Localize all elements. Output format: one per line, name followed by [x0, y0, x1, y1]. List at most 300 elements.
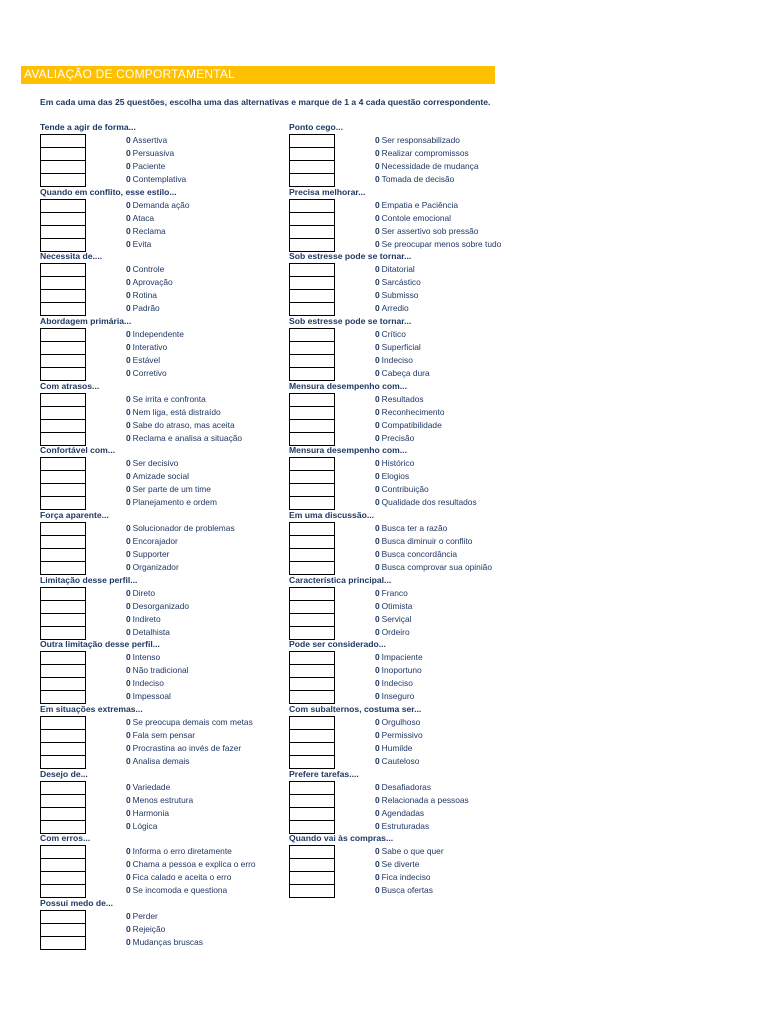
- answer-input-box[interactable]: [289, 523, 335, 536]
- option-label: Assertiva: [132, 135, 168, 145]
- option-label: Contribuição: [381, 484, 429, 495]
- answer-input-box[interactable]: [40, 911, 86, 924]
- option-label: Submisso: [381, 290, 419, 301]
- option-label: Ataca: [132, 212, 155, 223]
- answer-box-group: [40, 457, 86, 510]
- option-list: [375, 651, 423, 703]
- answer-input-box[interactable]: [40, 821, 86, 834]
- answer-input-box[interactable]: [289, 368, 335, 381]
- answer-input-box[interactable]: [40, 562, 86, 575]
- answer-input-box[interactable]: [289, 174, 335, 187]
- option-row: [126, 432, 242, 445]
- option-row: [375, 160, 479, 173]
- option-score: 0: [126, 212, 131, 223]
- option-row: [375, 794, 469, 807]
- option-label: Ser responsabilizado: [381, 135, 460, 145]
- answer-input-box[interactable]: [289, 394, 335, 407]
- answer-input-box[interactable]: [40, 303, 86, 316]
- option-score: 0: [375, 691, 380, 702]
- option-score: 0: [375, 846, 380, 857]
- option-score: 0: [375, 781, 380, 792]
- answer-box-group: [289, 263, 335, 316]
- answer-input-box[interactable]: [289, 264, 335, 277]
- option-score: 0: [375, 199, 380, 210]
- option-label: Nem liga, está distraído: [132, 406, 221, 417]
- answer-input-box[interactable]: [40, 342, 86, 355]
- question-title: Mensura desempenho com...: [289, 445, 407, 456]
- answer-input-box[interactable]: [40, 200, 86, 213]
- option-label: Perder: [132, 910, 158, 921]
- option-label: Ser decisivo: [132, 458, 179, 469]
- answer-input-box[interactable]: [40, 652, 86, 665]
- option-row: [126, 820, 193, 833]
- answer-input-box[interactable]: [289, 614, 335, 627]
- answer-input-box[interactable]: [289, 730, 335, 743]
- option-label: Cauteloso: [381, 755, 420, 766]
- answer-input-box[interactable]: [289, 420, 335, 433]
- answer-box-group: [40, 134, 86, 187]
- option-row: [126, 483, 217, 496]
- option-label: Detalhista: [132, 626, 170, 637]
- option-score: 0: [126, 290, 131, 301]
- answer-box-group: [289, 587, 335, 640]
- answer-input-box[interactable]: [40, 174, 86, 187]
- answer-input-box[interactable]: [289, 756, 335, 769]
- answer-box-group: [289, 328, 335, 381]
- question-title: Mensura desempenho com...: [289, 380, 407, 391]
- answer-input-box[interactable]: [289, 678, 335, 691]
- option-label: Indireto: [132, 613, 161, 624]
- answer-input-box[interactable]: [289, 846, 335, 859]
- answer-input-box[interactable]: [40, 549, 86, 562]
- page-title: AVALIAÇÃO DE COMPORTAMENTAL: [24, 67, 235, 81]
- question-block: [289, 704, 529, 769]
- option-score: 0: [375, 458, 380, 469]
- question-block: [40, 769, 280, 834]
- answer-input-box[interactable]: [40, 329, 86, 342]
- option-row: [375, 871, 444, 884]
- option-score: 0: [126, 742, 131, 753]
- answer-input-box[interactable]: [289, 277, 335, 290]
- option-row: [375, 664, 423, 677]
- answer-input-box[interactable]: [289, 652, 335, 665]
- question-block: [289, 639, 529, 704]
- answer-input-box[interactable]: [40, 458, 86, 471]
- option-label: Busca concordância: [381, 548, 458, 559]
- option-label: Amizade social: [132, 471, 189, 482]
- option-row: [126, 147, 186, 160]
- option-row: [375, 755, 423, 768]
- answer-input-box[interactable]: [40, 846, 86, 859]
- answer-input-box[interactable]: [40, 924, 86, 937]
- question-title: Possui medo de...: [40, 897, 114, 908]
- answer-input-box[interactable]: [289, 239, 335, 252]
- option-score: 0: [375, 665, 380, 676]
- answer-input-box[interactable]: [40, 135, 86, 148]
- option-row: [126, 626, 189, 639]
- option-row: [126, 393, 242, 406]
- option-row: [375, 587, 412, 600]
- option-label: Empatia e Paciência: [381, 199, 459, 210]
- option-score: 0: [126, 729, 131, 740]
- option-row: [375, 173, 479, 186]
- option-score: 0: [126, 238, 131, 249]
- option-row: [375, 302, 421, 315]
- answer-input-box[interactable]: [289, 407, 335, 420]
- option-label: Fica calado e aceita o erro: [132, 872, 232, 883]
- option-label: Estável: [132, 354, 161, 365]
- answer-input-box[interactable]: [289, 743, 335, 756]
- option-row: [126, 910, 203, 923]
- option-list: [375, 263, 421, 315]
- option-row: [375, 690, 423, 703]
- option-score: 0: [126, 341, 131, 352]
- left-question-column: [40, 122, 280, 963]
- answer-input-box[interactable]: [40, 213, 86, 226]
- answer-input-box[interactable]: [40, 226, 86, 239]
- answer-input-box[interactable]: [289, 226, 335, 239]
- option-row: [126, 535, 235, 548]
- option-label: Controle: [132, 264, 165, 275]
- answer-input-box[interactable]: [289, 200, 335, 213]
- option-label: Evita: [132, 238, 152, 249]
- option-score: 0: [126, 484, 131, 495]
- option-label: Desafiadoras: [381, 781, 432, 792]
- option-score: 0: [126, 885, 131, 896]
- answer-input-box[interactable]: [40, 148, 86, 161]
- answer-input-box[interactable]: [40, 614, 86, 627]
- question-block: [289, 510, 529, 575]
- option-row: [375, 496, 477, 509]
- question-title: Com subalternos, costuma ser...: [289, 703, 422, 714]
- option-row: [126, 160, 186, 173]
- answer-input-box[interactable]: [40, 937, 86, 950]
- question-block: [40, 316, 280, 381]
- answer-input-box[interactable]: [40, 717, 86, 730]
- answer-input-box[interactable]: [40, 264, 86, 277]
- answer-input-box[interactable]: [289, 329, 335, 342]
- option-score: 0: [126, 859, 131, 870]
- option-label: Rejeição: [132, 923, 166, 934]
- answer-input-box[interactable]: [40, 239, 86, 252]
- option-label: Se diverte: [381, 859, 420, 870]
- answer-input-box[interactable]: [289, 691, 335, 704]
- answer-input-box[interactable]: [289, 497, 335, 510]
- option-label: Ser assertivo sob pressão: [381, 225, 479, 236]
- answer-input-box[interactable]: [289, 471, 335, 484]
- answer-input-box[interactable]: [289, 782, 335, 795]
- question-title: Prefere tarefas....: [289, 768, 359, 779]
- option-list: [126, 716, 253, 768]
- option-label: Resultados: [381, 393, 424, 404]
- option-row: [126, 587, 189, 600]
- option-list: [126, 199, 189, 251]
- answer-input-box[interactable]: [40, 523, 86, 536]
- option-label: Agendadas: [381, 807, 425, 818]
- answer-input-box[interactable]: [40, 665, 86, 678]
- answer-input-box[interactable]: [40, 795, 86, 808]
- answer-input-box[interactable]: [40, 497, 86, 510]
- option-label: Reclama: [132, 225, 166, 236]
- option-score: 0: [375, 626, 380, 637]
- option-row: [375, 716, 423, 729]
- option-row: [375, 238, 501, 251]
- option-row: [375, 419, 445, 432]
- option-label: Se preocupar menos sobre tudo: [381, 238, 502, 249]
- option-label: Ordeiro: [381, 626, 410, 637]
- option-label: Informa o erro diretamente: [132, 846, 232, 857]
- answer-input-box[interactable]: [40, 290, 86, 303]
- option-row: [126, 238, 189, 251]
- option-score: 0: [375, 535, 380, 546]
- answer-box-group: [40, 522, 86, 575]
- option-row: [126, 341, 184, 354]
- answer-box-group: [40, 845, 86, 898]
- answer-input-box[interactable]: [40, 277, 86, 290]
- question-block: [40, 704, 280, 769]
- answer-input-box[interactable]: [289, 859, 335, 872]
- option-label: Interativo: [132, 341, 168, 352]
- answer-box-group: [40, 716, 86, 769]
- option-list: [126, 134, 186, 186]
- option-label: Padrão: [132, 303, 160, 314]
- answer-input-box[interactable]: [289, 601, 335, 614]
- option-score: 0: [126, 716, 131, 727]
- answer-box-group: [289, 457, 335, 510]
- option-score: 0: [126, 910, 131, 921]
- option-row: [126, 173, 186, 186]
- answer-input-box[interactable]: [40, 756, 86, 769]
- answer-input-box[interactable]: [289, 549, 335, 562]
- answer-input-box[interactable]: [289, 808, 335, 821]
- answer-input-box[interactable]: [289, 821, 335, 834]
- option-row: [375, 613, 412, 626]
- question-title: Necessita de....: [40, 251, 103, 262]
- answer-input-box[interactable]: [40, 885, 86, 898]
- answer-input-box[interactable]: [289, 665, 335, 678]
- option-row: [126, 134, 186, 147]
- answer-input-box[interactable]: [40, 433, 86, 446]
- question-title: Tende a agir de forma...: [40, 122, 136, 132]
- option-score: 0: [375, 742, 380, 753]
- answer-input-box[interactable]: [289, 303, 335, 316]
- option-row: [375, 548, 492, 561]
- option-score: 0: [126, 936, 131, 947]
- option-score: 0: [375, 678, 380, 689]
- option-score: 0: [126, 613, 131, 624]
- option-score: 0: [375, 419, 380, 430]
- option-score: 0: [375, 471, 380, 482]
- option-row: [126, 936, 203, 949]
- answer-input-box[interactable]: [289, 290, 335, 303]
- option-row: [126, 755, 253, 768]
- option-row: [126, 613, 189, 626]
- answer-input-box[interactable]: [289, 161, 335, 174]
- option-score: 0: [375, 174, 380, 184]
- answer-input-box[interactable]: [289, 355, 335, 368]
- question-block: [289, 769, 529, 834]
- option-label: Crítico: [381, 328, 406, 339]
- answer-input-box[interactable]: [40, 407, 86, 420]
- option-score: 0: [375, 264, 380, 275]
- answer-box-group: [289, 781, 335, 834]
- option-score: 0: [375, 716, 380, 727]
- option-row: [375, 289, 421, 302]
- option-score: 0: [126, 600, 131, 611]
- answer-input-box[interactable]: [40, 394, 86, 407]
- option-row: [126, 677, 189, 690]
- option-label: Necessidade de mudança: [381, 161, 479, 171]
- answer-input-box[interactable]: [40, 743, 86, 756]
- answer-input-box[interactable]: [40, 678, 86, 691]
- option-label: Menos estrutura: [132, 794, 194, 805]
- option-row: [375, 858, 444, 871]
- option-score: 0: [126, 303, 131, 314]
- option-score: 0: [375, 729, 380, 740]
- answer-input-box[interactable]: [289, 213, 335, 226]
- question-title: Limitação desse perfil...: [40, 574, 138, 585]
- option-label: Impessoal: [132, 691, 171, 702]
- option-row: [126, 600, 189, 613]
- option-label: Humilde: [381, 742, 413, 753]
- answer-input-box[interactable]: [289, 562, 335, 575]
- answer-input-box[interactable]: [40, 484, 86, 497]
- answer-input-box[interactable]: [289, 148, 335, 161]
- answer-input-box[interactable]: [40, 730, 86, 743]
- option-row: [126, 781, 193, 794]
- answer-box-group: [40, 328, 86, 381]
- option-row: [375, 134, 479, 147]
- option-score: 0: [375, 522, 380, 533]
- answer-input-box[interactable]: [40, 471, 86, 484]
- option-row: [126, 419, 242, 432]
- option-label: Otimista: [381, 600, 413, 611]
- option-row: [375, 561, 492, 574]
- option-score: 0: [375, 807, 380, 818]
- answer-input-box[interactable]: [40, 588, 86, 601]
- option-score: 0: [375, 859, 380, 870]
- answer-input-box[interactable]: [40, 601, 86, 614]
- answer-input-box[interactable]: [40, 808, 86, 821]
- option-label: Intenso: [132, 652, 161, 663]
- option-score: 0: [126, 419, 131, 430]
- answer-input-box[interactable]: [40, 420, 86, 433]
- answer-input-box[interactable]: [40, 161, 86, 174]
- option-label: Arredio: [381, 303, 409, 314]
- option-score: 0: [375, 561, 380, 572]
- option-label: Permissivo: [381, 729, 423, 740]
- answer-box-group: [289, 716, 335, 769]
- answer-input-box[interactable]: [289, 536, 335, 549]
- option-score: 0: [126, 367, 131, 378]
- option-label: Histórico: [381, 458, 415, 469]
- option-row: [126, 548, 235, 561]
- answer-input-box[interactable]: [289, 458, 335, 471]
- option-score: 0: [375, 755, 380, 766]
- option-label: Indeciso: [132, 678, 164, 689]
- answer-input-box[interactable]: [289, 342, 335, 355]
- title-bar: [21, 66, 495, 84]
- option-label: Mudanças bruscas: [132, 936, 203, 947]
- answer-box-group: [40, 781, 86, 834]
- option-list: [126, 845, 256, 897]
- answer-input-box[interactable]: [289, 717, 335, 730]
- option-score: 0: [126, 406, 131, 417]
- option-list: [126, 587, 189, 639]
- option-label: Superficial: [381, 341, 421, 352]
- option-label: Persuasiva: [132, 148, 175, 158]
- option-row: [375, 807, 469, 820]
- option-label: Ditatorial: [381, 264, 415, 275]
- answer-input-box[interactable]: [289, 588, 335, 601]
- answer-input-box[interactable]: [40, 536, 86, 549]
- answer-input-box[interactable]: [289, 484, 335, 497]
- option-row: [375, 845, 444, 858]
- option-score: 0: [126, 225, 131, 236]
- answer-input-box[interactable]: [40, 368, 86, 381]
- option-score: 0: [126, 820, 131, 831]
- answer-input-box[interactable]: [289, 795, 335, 808]
- option-score: 0: [375, 587, 380, 598]
- option-label: Reclama e analisa a situação: [132, 432, 243, 443]
- option-list: [375, 845, 444, 897]
- option-row: [126, 302, 173, 315]
- question-block: [40, 122, 280, 187]
- option-label: Desorganizado: [132, 600, 190, 611]
- question-block: [40, 510, 280, 575]
- answer-input-box[interactable]: [289, 872, 335, 885]
- question-title: Confortável com...: [40, 445, 115, 456]
- answer-input-box[interactable]: [289, 885, 335, 898]
- option-row: [126, 212, 189, 225]
- option-score: 0: [375, 341, 380, 352]
- option-label: Fica indeciso: [381, 872, 431, 883]
- answer-input-box[interactable]: [289, 627, 335, 640]
- option-row: [126, 470, 217, 483]
- answer-box-group: [289, 651, 335, 704]
- answer-input-box[interactable]: [40, 782, 86, 795]
- option-score: 0: [375, 406, 380, 417]
- option-score: 0: [375, 652, 380, 663]
- answer-input-box[interactable]: [40, 872, 86, 885]
- option-row: [126, 522, 235, 535]
- option-row: [375, 781, 469, 794]
- option-row: [375, 522, 492, 535]
- answer-input-box[interactable]: [289, 135, 335, 148]
- question-block: [289, 445, 529, 510]
- question-title: Em uma discussão...: [289, 509, 375, 520]
- answer-input-box[interactable]: [40, 859, 86, 872]
- option-score: 0: [126, 328, 131, 339]
- option-list: [126, 393, 242, 445]
- option-row: [375, 729, 423, 742]
- option-row: [375, 263, 421, 276]
- question-block: [289, 251, 529, 316]
- option-score: 0: [375, 135, 380, 145]
- option-list: [375, 716, 423, 768]
- answer-input-box[interactable]: [40, 691, 86, 704]
- option-score: 0: [375, 225, 380, 236]
- option-row: [126, 328, 184, 341]
- option-row: [375, 199, 501, 212]
- answer-input-box[interactable]: [40, 355, 86, 368]
- option-label: Harmonia: [132, 807, 169, 818]
- answer-input-box[interactable]: [40, 627, 86, 640]
- option-label: Precisão: [381, 432, 415, 443]
- option-score: 0: [375, 354, 380, 365]
- answer-input-box[interactable]: [289, 433, 335, 446]
- option-list: [375, 457, 477, 509]
